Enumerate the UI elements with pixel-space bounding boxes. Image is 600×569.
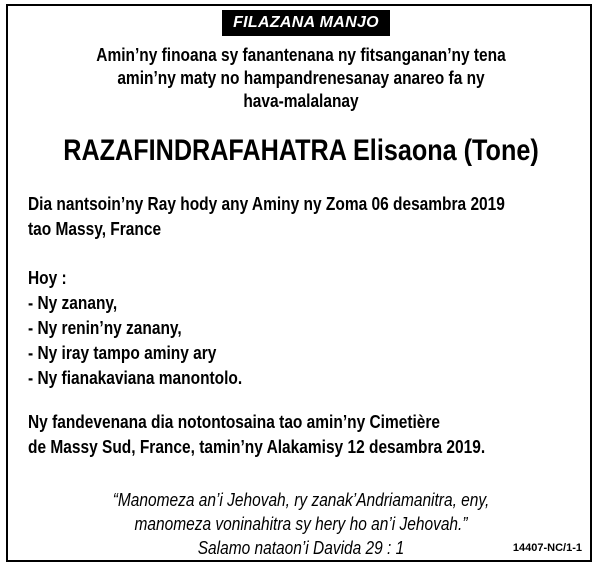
deceased-name: RAZAFINDRAFAHATRA Elisaona (Tone) <box>63 134 539 167</box>
intro-paragraph <box>58 44 545 113</box>
intro-line: amin’ny maty no hampandrenesanay anareo fa ny <box>117 68 485 88</box>
quote-citation: Salamo nataon’i Davida 29 : 1 <box>197 538 405 558</box>
intro-line: Amin’ny finoana sy fanantenana ny fitsanganan’ny tena <box>96 45 506 65</box>
death-line: tao Massy, France <box>28 219 162 239</box>
quote-line: manomeza voninahitra sy hery ho an’i Jehovah.” <box>134 514 468 534</box>
burial-line: Ny fandevenana dia notontosaina tao amin’ny Cimetière <box>28 412 441 432</box>
reference-code: 14407-NC/1-1 <box>512 542 582 554</box>
family-item: - Ny fianakaviana manontolo. <box>28 368 243 388</box>
burial-paragraph <box>28 410 578 460</box>
scripture-quote <box>58 488 545 560</box>
family-list <box>28 266 578 391</box>
family-item: - Ny iray tampo aminy ary <box>28 343 217 363</box>
notice-title: FILAZANA MANJO <box>222 10 390 36</box>
quote-line: “Manomeza an’i Jehovah, ry zanak’Andriamanitra, eny, <box>112 490 490 510</box>
family-item: - Ny zanany, <box>28 293 118 313</box>
intro-line: hava-malalanay <box>243 91 359 111</box>
burial-line: de Massy Sud, France, tamin’ny Alakamisy 12 desambra 2019. <box>28 437 486 457</box>
family-heading: Hoy : <box>28 268 67 288</box>
death-notice <box>6 4 592 562</box>
death-line: Dia nantsoin’ny Ray hody any Aminy ny Zoma 06 desambra 2019 <box>28 194 505 214</box>
family-item: - Ny renin’ny zanany, <box>28 318 182 338</box>
death-paragraph <box>28 192 578 242</box>
